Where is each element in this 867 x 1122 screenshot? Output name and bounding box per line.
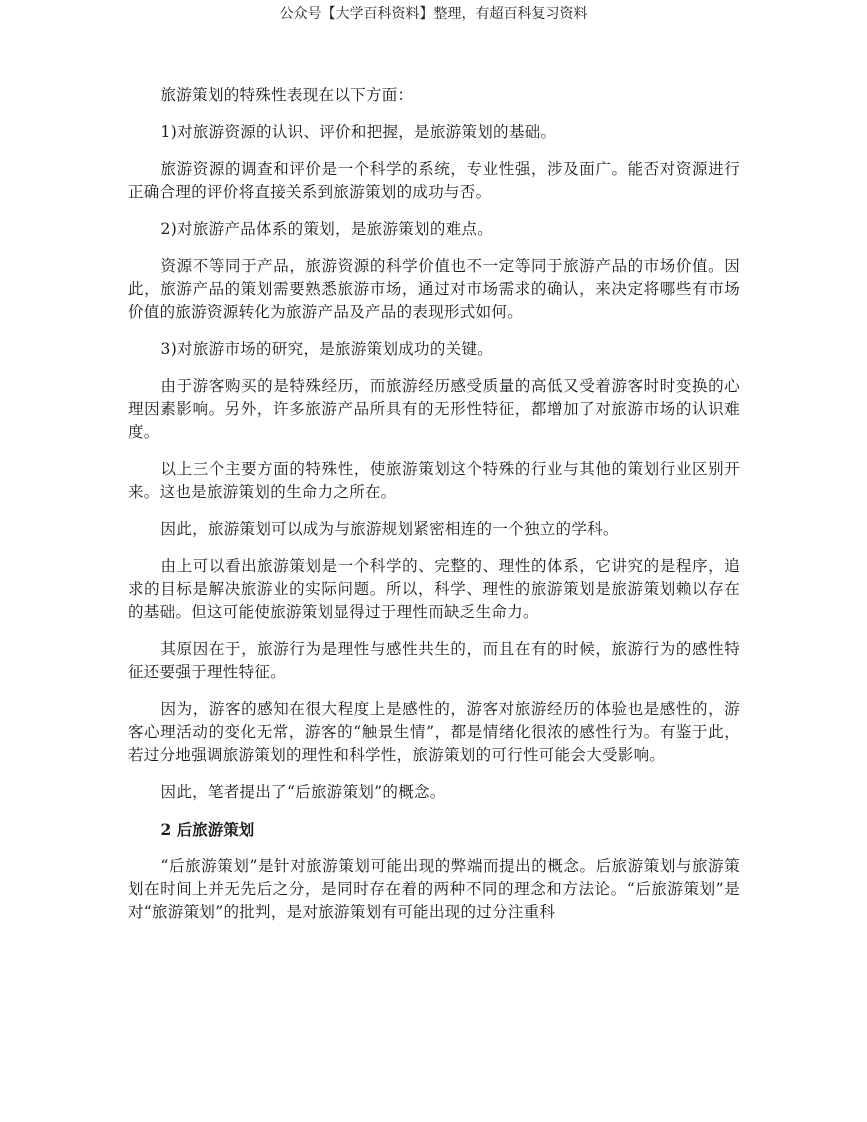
paragraph: 其原因在于，旅游行为是理性与感性共生的，而且在有的时候，旅游行为的感性特征还要强于理性特征。 bbox=[128, 640, 740, 681]
paragraph: 资源不等同于产品，旅游资源的科学价值也不一定等同于旅游产品的市场价值。因此，旅游产品的策划需要熟悉旅游市场，通过对市场需求的确认，来决定将哪些有市场价值的旅游资源转化为旅游产品及产品的表现形式如何。 bbox=[128, 257, 740, 321]
paragraph: 因为，游客的感知在很大程度上是感性的，游客对旅游经历的体验也是感性的，游客心理活动的变化无常，游客的“触景生情”，都是情绪化很浓的感性行为。有鉴于此，若过分地强调旅游策划的理性和科学性，旅游策划的可行性可能会大受影响。 bbox=[128, 700, 740, 764]
section-heading: 2 后旅游策划 bbox=[160, 820, 255, 839]
paragraph: 3)对旅游市场的研究，是旅游策划成功的关键。 bbox=[160, 340, 494, 358]
paragraph: “后旅游策划”是针对旅游策划可能出现的弊端而提出的概念。后旅游策划与旅游策划在时间上并无先后之分，是同时存在着的两种不同的理念和方法论。“后旅游策划”是对“旅游策划”的批判，是对旅游策划有可能出现的过分注重科 bbox=[128, 857, 740, 921]
paragraph: 以上三个主要方面的特殊性，使旅游策划这个特殊的行业与其他的策划行业区别开来。这也是旅游策划的生命力之所在。 bbox=[128, 460, 740, 501]
paragraph: 旅游策划的特殊性表现在以下方面： bbox=[160, 86, 414, 104]
paragraph: 旅游资源的调查和评价是一个科学的系统，专业性强，涉及面广。能否对资源进行正确合理的评价将直接关系到旅游策划的成功与否。 bbox=[128, 160, 740, 201]
paragraph: 因此，旅游策划可以成为与旅游规划紧密相连的一个独立的学科。 bbox=[160, 520, 619, 538]
page-header: 公众号【大学百科资料】整理，有超百科复习资料 bbox=[279, 6, 588, 22]
document-body bbox=[128, 84, 740, 938]
paragraph: 由上可以看出旅游策划是一个科学的、完整的、理性的体系，它讲究的是程序，追求的目标是解决旅游业的实际问题。所以，科学、理性的旅游策划是旅游策划赖以存在的基础。但这可能使旅游策划显得过于理性而缺乏生命力。 bbox=[128, 557, 740, 621]
paragraph: 因此，笔者提出了“后旅游策划”的概念。 bbox=[160, 783, 446, 801]
paragraph: 2)对旅游产品体系的策划，是旅游策划的难点。 bbox=[160, 220, 494, 238]
paragraph: 1)对旅游资源的认识、评价和把握，是旅游策划的基础。 bbox=[160, 123, 557, 141]
paragraph: 由于游客购买的是特殊经历，而旅游经历感受质量的高低又受着游客时时变换的心理因素影响。另外，许多旅游产品所具有的无形性特征，都增加了对旅游市场的认识难度。 bbox=[128, 377, 740, 441]
